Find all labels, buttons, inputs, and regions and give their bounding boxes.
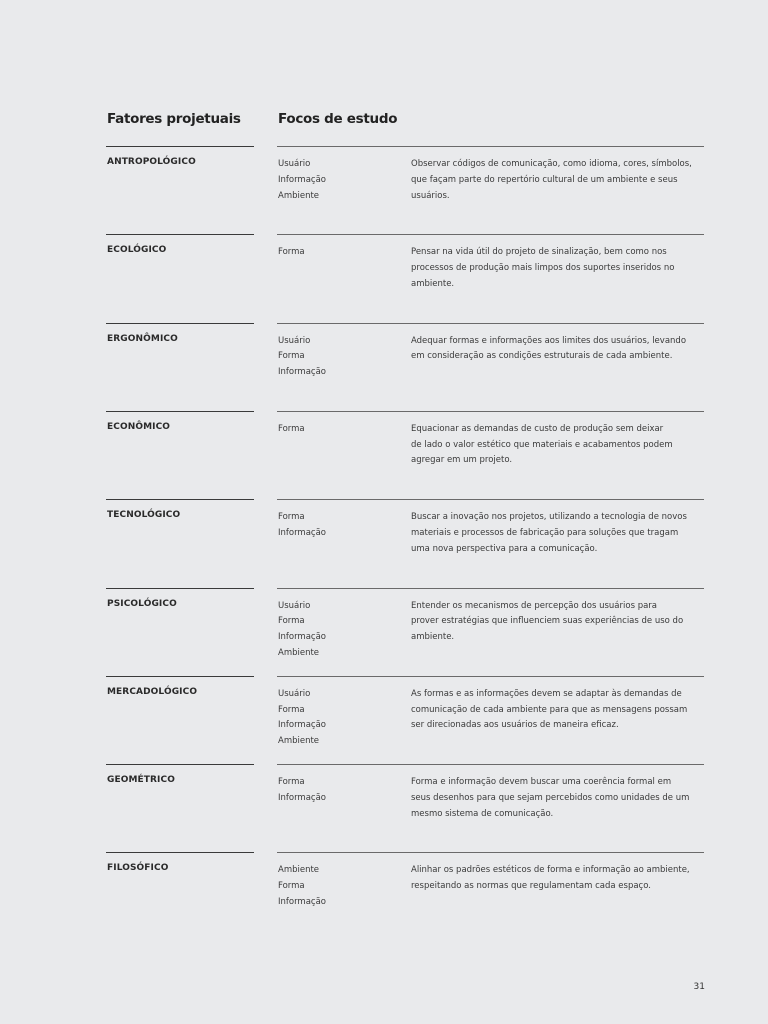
focus-list [278, 245, 305, 261]
description-line: Equacionar as demandas de custo de produção sem deixar [411, 423, 664, 434]
description-line: materiais e processos de fabricação para soluções que tragam [411, 527, 679, 538]
divider-left [106, 764, 254, 765]
description-line: As formas e as informações devem se adaptar às demandas de [411, 688, 682, 699]
divider-right [277, 852, 704, 853]
table-row [0, 499, 768, 587]
factor-label: ECONÔMICO [107, 421, 171, 432]
focus-list [278, 510, 326, 542]
focus-item: Informação [278, 367, 327, 378]
focus-list [278, 334, 326, 381]
table-row [0, 146, 768, 234]
focus-item: Ambiente [278, 736, 320, 747]
focus-item: Informação [278, 896, 327, 907]
page-number: 31 [693, 982, 705, 992]
factor-description [411, 775, 711, 822]
factor-description [411, 863, 711, 895]
divider-right [277, 234, 704, 235]
description-line: agregar em um projeto. [411, 455, 513, 466]
focus-item: Forma [278, 777, 305, 788]
table-row [0, 588, 768, 676]
focus-item: Informação [278, 174, 327, 185]
divider-left [106, 146, 254, 147]
description-line: de lado o valor estético que materiais e acabamentos podem [411, 439, 673, 450]
factor-label: ERGONÔMICO [107, 333, 178, 344]
focus-item: Usuário [278, 335, 311, 346]
table-row [0, 234, 768, 322]
focus-item: Informação [278, 527, 327, 538]
focus-item: Ambiente [278, 190, 320, 201]
divider-right [277, 764, 704, 765]
factor-label: GEOMÉTRICO [107, 775, 175, 786]
focus-item: Forma [278, 881, 305, 892]
description-line: ambiente. [411, 632, 455, 643]
factor-description [411, 334, 711, 366]
description-line: ambiente. [411, 278, 455, 289]
factor-label: ANTROPOLÓGICO [107, 157, 196, 167]
table-row [0, 764, 768, 852]
focus-item: Usuário [278, 688, 311, 699]
description-line: mesmo sistema de comunicação. [411, 808, 554, 819]
divider-right [277, 411, 704, 412]
focus-item: Informação [278, 720, 327, 731]
description-line: prover estratégias que influenciem suas experiências de uso do [411, 616, 684, 627]
focus-item: Forma [278, 423, 305, 434]
description-line: Pensar na vida útil do projeto de sinalização, bem como nos [411, 247, 667, 258]
description-line: em consideração as condições estruturais de cada ambiente. [411, 351, 673, 362]
factor-description [411, 422, 711, 469]
table-row [0, 411, 768, 499]
focus-list [278, 687, 326, 750]
focus-item: Usuário [278, 159, 311, 169]
factor-description [411, 687, 711, 734]
description-line: que façam parte do repertório cultural de um ambiente e seus [411, 174, 678, 185]
divider-left [106, 499, 254, 500]
focus-item: Ambiente [278, 865, 320, 876]
table-row [0, 323, 768, 411]
description-line: Entender os mecanismos de percepção dos usuários para [411, 600, 658, 611]
header-fatores-projetuais: Fatores projetuais [107, 111, 241, 127]
factor-label: PSICOLÓGICO [107, 598, 177, 609]
focus-list [278, 599, 326, 662]
description-line: ser direcionadas aos usuários de maneira eficaz. [411, 720, 619, 731]
factor-description [411, 510, 711, 557]
divider-left [106, 234, 254, 235]
divider-left [106, 676, 254, 677]
divider-left [106, 588, 254, 589]
focus-list [278, 775, 326, 807]
table-row [0, 676, 768, 764]
divider-right [277, 146, 704, 147]
divider-left [106, 323, 254, 324]
description-line: Observar códigos de comunicação, como idioma, cores, símbolos, [411, 159, 692, 169]
focus-list [278, 863, 326, 910]
factor-label: MERCADOLÓGICO [107, 686, 198, 697]
factor-description [411, 157, 711, 204]
description-line: uma nova perspectiva para a comunicação. [411, 543, 598, 554]
divider-right [277, 676, 704, 677]
table-row [0, 852, 768, 940]
description-line: comunicação de cada ambiente para que as mensagens possam [411, 704, 688, 715]
focus-item: Usuário [278, 600, 311, 611]
focus-item: Informação [278, 792, 327, 803]
focus-item: Ambiente [278, 647, 320, 658]
description-line: seus desenhos para que sejam percebidos como unidades de um [411, 792, 690, 803]
focus-list [278, 422, 305, 438]
factor-description [411, 599, 711, 646]
description-line: Adequar formas e informações aos limites dos usuários, levando [411, 335, 687, 346]
divider-right [277, 323, 704, 324]
factor-label: FILOSÓFICO [107, 863, 169, 874]
description-line: respeitando as normas que regulamentam cada espaço. [411, 881, 651, 892]
description-line: Forma e informação devem buscar uma coerência formal em [411, 777, 672, 788]
factor-description [411, 245, 711, 292]
focus-item: Forma [278, 616, 305, 627]
factor-label: TECNOLÓGICO [107, 510, 181, 521]
description-line: usuários. [411, 190, 450, 201]
description-line: processos de produção mais limpos dos suportes inseridos no [411, 263, 675, 274]
focus-item: Forma [278, 704, 305, 715]
focus-item: Forma [278, 247, 305, 258]
divider-right [277, 588, 704, 589]
focus-item: Forma [278, 512, 305, 523]
focus-item: Forma [278, 351, 305, 362]
header-focos-de-estudo: Focos de estudo [278, 111, 398, 127]
focus-item: Informação [278, 632, 327, 643]
divider-right [277, 499, 704, 500]
description-line: Alinhar os padrões estéticos de forma e informação ao ambiente, [411, 865, 690, 876]
focus-list [278, 157, 326, 204]
divider-left [106, 852, 254, 853]
factor-label: ECOLÓGICO [107, 245, 167, 256]
description-line: Buscar a inovação nos projetos, utilizando a tecnologia de novos [411, 512, 687, 523]
divider-left [106, 411, 254, 412]
